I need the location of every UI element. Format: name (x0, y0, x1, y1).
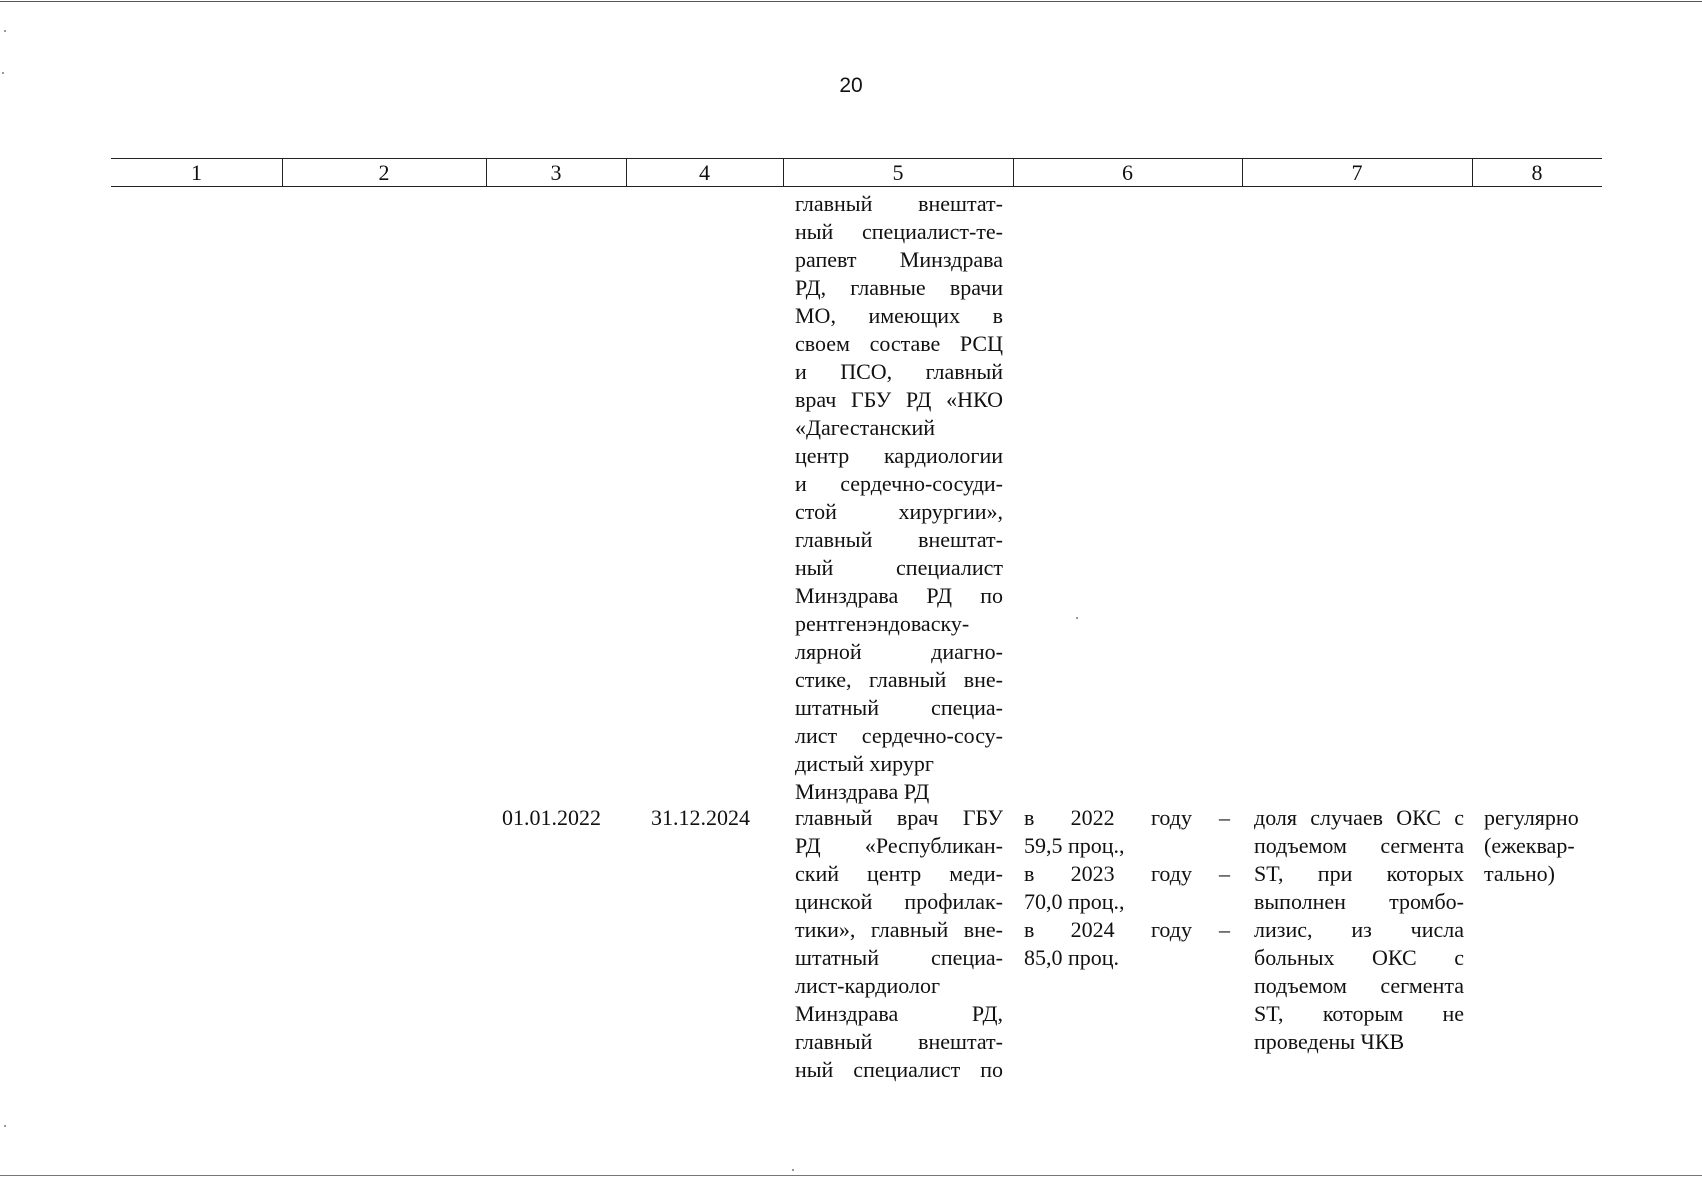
table-header-bottom-rule (111, 186, 1602, 187)
text-line: стой хирургии», (795, 499, 1003, 524)
text-line: ST, которым не (1254, 1001, 1464, 1026)
text-line: лист-кардиолог (795, 973, 940, 998)
text-line: ский центр меди- (795, 861, 1003, 886)
scan-speck (2, 72, 4, 74)
text-line: (ежеквар- (1484, 833, 1575, 858)
row2-indicator-cell (1254, 804, 1464, 1056)
text-line: главный внештат- (795, 1029, 1003, 1054)
text-line: «Дагестанский (795, 415, 936, 440)
scan-speck (4, 30, 6, 32)
table-header-top-rule (111, 158, 1602, 159)
text-line: 59,5 проц., (1024, 833, 1125, 858)
text-line: и сердечно-сосуди- (795, 471, 1003, 496)
scan-speck (1076, 617, 1078, 619)
text-line: ST, при которых (1254, 861, 1464, 886)
text-line: стике, главный вне- (795, 667, 1003, 692)
column-header-4: 4 (699, 160, 710, 185)
text-line: штатный специа- (795, 945, 1003, 970)
scan-speck (792, 1169, 794, 1171)
text-line: лизис, из числа (1254, 917, 1464, 942)
end-date: 31.12.2024 (651, 805, 750, 830)
text-line: рентгенэндоваску- (795, 611, 970, 636)
text-line: цинской профилак- (795, 889, 1003, 914)
text-line: ный специалист по (795, 1057, 1003, 1082)
page-border-top (0, 1, 1702, 2)
column-header-8: 8 (1531, 160, 1543, 185)
text-line: Минздрава РД по (795, 583, 1003, 608)
text-line: в 2022 году (1024, 805, 1192, 830)
text-line: ный специалист (795, 555, 1003, 580)
text-line: своем составе РСЦ (795, 331, 1003, 356)
text-line: больных ОКС с (1254, 945, 1464, 970)
text-line: рапевт Минздрава (795, 247, 1003, 272)
text-line: штатный специа- (795, 695, 1003, 720)
column-header-1: 1 (191, 160, 202, 185)
text-line: и ПСО, главный (795, 359, 1003, 384)
start-date: 01.01.2022 (502, 805, 601, 830)
column-header-3: 3 (550, 160, 562, 185)
text-line: лист сердечно-сосу- (795, 723, 1003, 748)
text-line: ный специалист-те- (795, 219, 1003, 244)
column-header-2: 2 (378, 160, 390, 185)
text-line: РД «Республикан- (795, 833, 1003, 858)
text-line: регулярно (1484, 805, 1579, 830)
row2-frequency-cell (1484, 804, 1600, 888)
text-line: выполнен тромбо- (1254, 889, 1464, 914)
text-line: в 2023 году (1024, 861, 1192, 886)
text-line: тики», главный вне- (795, 917, 1003, 942)
text-line: МО, имеющих в (795, 303, 1003, 328)
text-line: Минздрава РД, (795, 1001, 1003, 1026)
page-number: 20 (839, 74, 863, 97)
text-line: подъемом сегмента (1254, 973, 1464, 998)
text-line: 70,0 проц., (1024, 889, 1125, 914)
text-line: главный внештат- (795, 191, 1003, 216)
text-line: центр кардиологии (795, 443, 1003, 468)
row2-targets-cell (1024, 804, 1192, 972)
column-header-6: 6 (1122, 160, 1133, 185)
text-line: лярной диагно- (795, 639, 1003, 664)
scan-speck (4, 1125, 6, 1127)
text-line: врач ГБУ РД «НКО (795, 387, 1003, 412)
row2-end-date (651, 804, 776, 832)
text-line: доля случаев ОКС с (1254, 805, 1464, 830)
text-line: главный врач ГБУ (795, 805, 1003, 830)
text-line: 85,0 проц. (1024, 945, 1120, 970)
text-line: в 2024 году (1024, 917, 1192, 942)
text-line: тально) (1484, 861, 1555, 886)
text-line: Минздрава РД (795, 779, 930, 804)
text-line: дистый хирург (795, 751, 934, 776)
text-line: главный внештат- (795, 527, 1003, 552)
text-line: подъемом сегмента (1254, 833, 1464, 858)
row2-start-date (502, 804, 622, 832)
dash: – (1219, 917, 1230, 942)
row2-responsible-cell (795, 804, 1003, 1084)
column-header-7: 7 (1351, 160, 1363, 185)
dash: – (1219, 861, 1230, 886)
row1-responsible-cell (795, 190, 1003, 806)
text-line: РД, главные врачи (795, 275, 1003, 300)
dash: – (1219, 805, 1230, 830)
text-line: проведены ЧКВ (1254, 1029, 1405, 1054)
column-header-5: 5 (892, 160, 904, 185)
page-border-bottom (0, 1175, 1702, 1176)
